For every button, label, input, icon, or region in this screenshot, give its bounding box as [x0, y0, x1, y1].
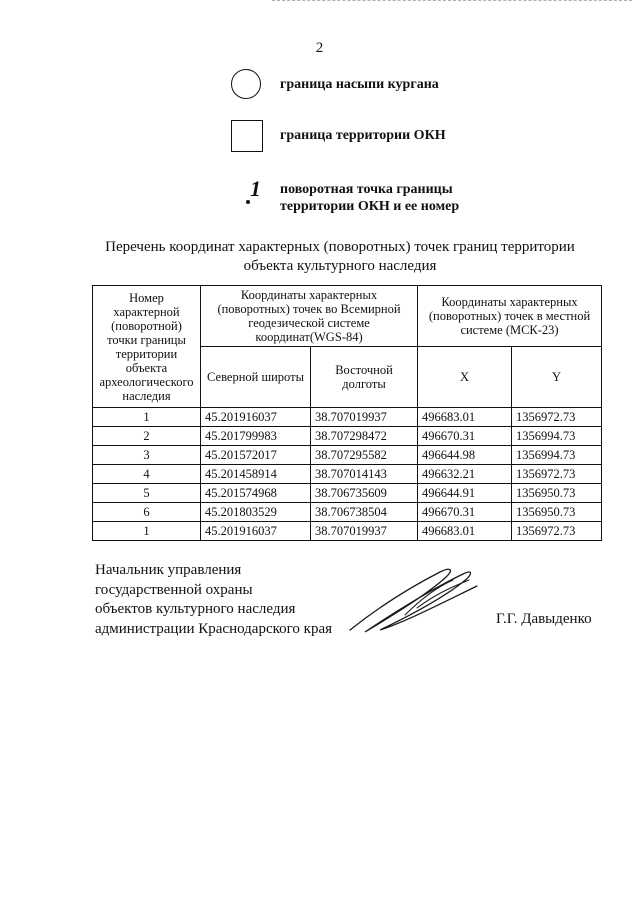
table-row: [93, 465, 602, 484]
turning-point-icon: [244, 176, 264, 212]
cell-latitude: 45.201799983: [201, 427, 311, 446]
table-row: [93, 522, 602, 541]
cell-x: 496644.91: [418, 484, 512, 503]
cell-x: 496683.01: [418, 408, 512, 427]
turning-point-number: 1: [250, 176, 261, 201]
cell-x: 496670.31: [418, 427, 512, 446]
cell-point-number: 1: [93, 522, 201, 541]
cell-y: 1356972.73: [512, 465, 602, 484]
signer-position-line: администрации Краснодарского края: [95, 620, 333, 637]
signer-name: Г.Г. Давыденко: [496, 611, 592, 627]
signer-position-line: государственной охраны: [95, 581, 253, 598]
cell-y: 1356950.73: [512, 484, 602, 503]
cell-point-number: 4: [93, 465, 201, 484]
table-row: [93, 484, 602, 503]
list-title: [60, 238, 620, 276]
list-title-line2: объекта культурного наследия: [243, 258, 437, 274]
top-scan-rule: [272, 0, 632, 3]
cell-x: 496683.01: [418, 522, 512, 541]
cell-point-number: 1: [93, 408, 201, 427]
legend-text-okn: граница территории ОКН: [280, 128, 446, 143]
signer-position-line: объектов культурного наследия: [95, 601, 296, 617]
cell-y: 1356972.73: [512, 408, 602, 427]
header-y: Y: [512, 347, 602, 408]
legend-text-point: [280, 181, 459, 215]
header-point-number: Номер характерной (поворотной) точки границы территории объекта археологического наследия: [93, 286, 201, 408]
cell-point-number: 5: [93, 484, 201, 503]
table-row: [93, 408, 602, 427]
header-east-longitude: Восточной долготы: [311, 347, 418, 408]
cell-latitude: 45.201572017: [201, 446, 311, 465]
cell-y: 1356994.73: [512, 446, 602, 465]
table-row: [93, 446, 602, 465]
legend-item-turning-point: [0, 178, 639, 218]
cell-y: 1356994.73: [512, 427, 602, 446]
table-row: [93, 503, 602, 522]
turning-point-dot: [246, 200, 250, 204]
cell-x: 496632.21: [418, 465, 512, 484]
header-north-latitude: Северной широты: [201, 347, 311, 408]
legend-text-mound: граница насыпи кургана: [280, 77, 439, 92]
cell-latitude: 45.201574968: [201, 484, 311, 503]
cell-point-number: 3: [93, 446, 201, 465]
table-row: [93, 427, 602, 446]
header-wgs-group: Координаты характерных (поворотных) точек во Всемирной геодезической системе координат(WGS-84): [201, 286, 418, 347]
legend-text-point-line2: территории ОКН и ее номер: [280, 199, 460, 214]
cell-x: 496670.31: [418, 503, 512, 522]
square-outline-icon: [231, 120, 263, 152]
cell-longitude: 38.707295582: [311, 446, 418, 465]
circle-outline-icon: [231, 69, 261, 99]
cell-latitude: 45.201458914: [201, 465, 311, 484]
page-number: 2: [315, 40, 324, 56]
legend-item-okn-boundary: [0, 119, 639, 155]
cell-latitude: 45.201916037: [201, 408, 311, 427]
signer-position: [95, 561, 332, 639]
cell-longitude: 38.707298472: [311, 427, 418, 446]
cell-latitude: 45.201916037: [201, 522, 311, 541]
cell-y: 1356972.73: [512, 522, 602, 541]
cell-longitude: 38.707019937: [311, 408, 418, 427]
cell-longitude: 38.706735609: [311, 484, 418, 503]
cell-x: 496644.98: [418, 446, 512, 465]
legend-item-mound-boundary: [0, 68, 639, 102]
coordinates-table: [92, 285, 602, 541]
handwritten-signature: [345, 560, 485, 640]
cell-longitude: 38.706738504: [311, 503, 418, 522]
legend-text-point-line1: поворотная точка границы: [280, 182, 453, 197]
list-title-line1: Перечень координат характерных (поворотных) точек границ территории: [105, 239, 575, 255]
cell-point-number: 6: [93, 503, 201, 522]
cell-point-number: 2: [93, 427, 201, 446]
signer-position-line: Начальник управления: [95, 562, 242, 578]
cell-longitude: 38.707014143: [311, 465, 418, 484]
header-x: X: [418, 347, 512, 408]
cell-y: 1356950.73: [512, 503, 602, 522]
header-msk-group: Координаты характерных (поворотных) точек в местной системе (МСК-23): [418, 286, 602, 347]
cell-latitude: 45.201803529: [201, 503, 311, 522]
cell-longitude: 38.707019937: [311, 522, 418, 541]
